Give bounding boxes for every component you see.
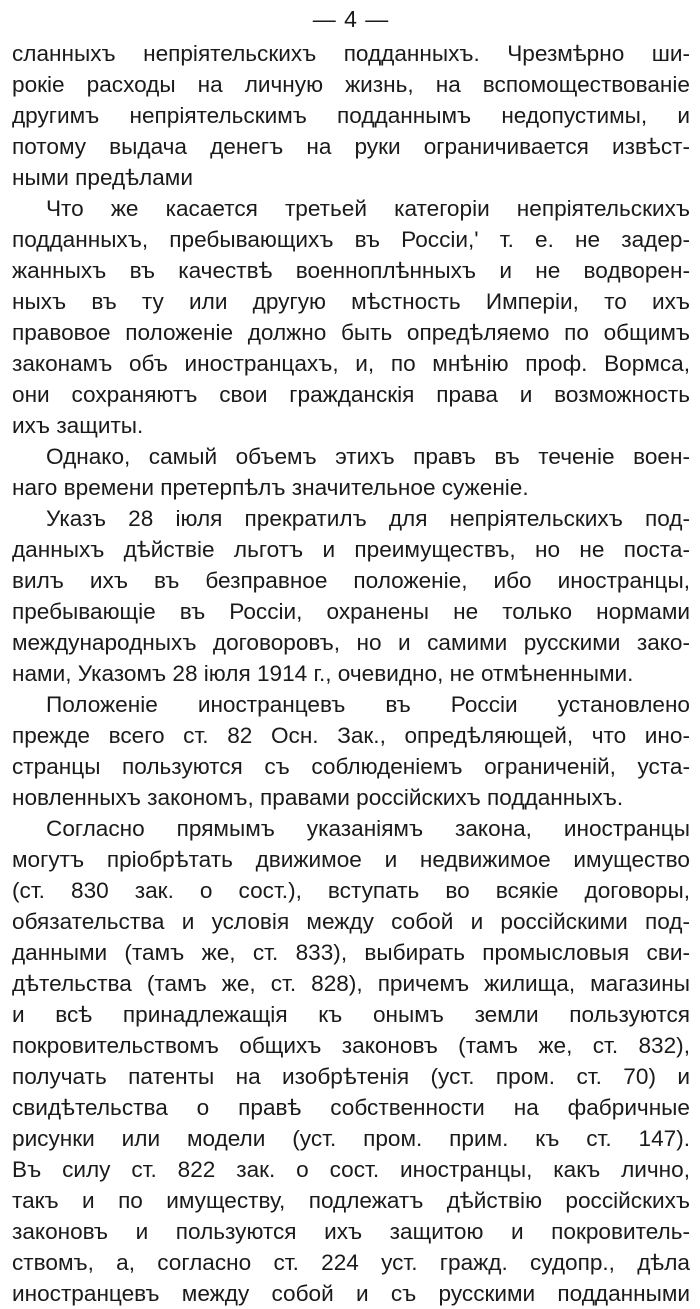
text-line: правовое положеніе должно быть опредѣляемо по общимъ — [12, 320, 690, 345]
text-line: ихъ защиты. — [12, 413, 144, 438]
page-number: — 4 — — [312, 6, 390, 32]
text-line: данными (тамъ же, ст. 833), выбирать промысловыя сви- — [12, 940, 690, 965]
text-line: Указъ 28 іюля прекратилъ для непріятельскихъ под- — [46, 506, 690, 531]
text-line: потому выдача денегъ на руки ограничивается извѣст- — [12, 134, 690, 159]
text-line: Что же касается третьей категоріи непріятельскихъ — [46, 196, 690, 221]
text-line: могутъ пріобрѣтать движимое и недвижимое имущество — [12, 847, 690, 872]
text-line: ныхъ въ ту или другую мѣстность Имперіи, то ихъ — [12, 289, 690, 314]
text-line: странцы пользуются съ соблюденіемъ ограниченій, уста- — [12, 754, 690, 779]
text-line: жанныхъ въ качествѣ военноплѣнныхъ и не водворен- — [12, 258, 690, 283]
text-line: подданныхъ, пребывающихъ въ Россіи,' т. е. не задер- — [12, 227, 690, 252]
text-line: такъ и по имуществу, подлежатъ дѣйствію россійскихъ — [12, 1188, 690, 1213]
text-line: Однако, самый объемъ этихъ правъ въ теченіе воен- — [46, 444, 690, 469]
text-line: наго времени претерпѣлъ значительное суженіе. — [12, 475, 529, 500]
text-line: рисунки или модели (уст. пром. прим. къ ст. 147). — [12, 1126, 690, 1151]
text-line: нами, Указомъ 28 іюля 1914 г., очевидно, не отмѣненными. — [12, 661, 634, 686]
text-line: (ст. 830 зак. о сост.), вступать во всякіе договоры, — [12, 878, 690, 903]
body-text — [12, 38, 690, 1309]
text-line: иностранцевъ между собой и съ русскими подданными — [12, 1281, 690, 1306]
text-line: сланныхъ непріятельскихъ подданныхъ. Чрезмѣрно ши- — [12, 41, 690, 66]
text-line: ными предѣлами — [12, 165, 193, 190]
text-line: они сохраняютъ свои гражданскія права и возможность — [12, 382, 690, 407]
text-line: вилъ ихъ въ безправное положеніе, ибо иностранцы, — [12, 568, 690, 593]
text-line: ствомъ, а, согласно ст. 224 уст. гражд. судопр., дѣла — [12, 1250, 690, 1275]
text-line: законовъ и пользуются ихъ защитою и покровитель- — [12, 1219, 690, 1244]
text-line: законамъ объ иностранцахъ, и, по мнѣнію проф. Вормса, — [12, 351, 690, 376]
text-line: Въ силу ст. 822 зак. о сост. иностранцы, какъ лично, — [12, 1157, 690, 1182]
text-line: обязательства и условія между собой и россійскими под- — [12, 909, 690, 934]
text-line: получать патенты на изобрѣтенія (уст. пром. ст. 70) и — [12, 1064, 690, 1089]
text-line: другимъ непріятельскимъ подданнымъ недопустимы, и — [12, 103, 690, 128]
text-line: новленныхъ закономъ, правами россійскихъ подданныхъ. — [12, 785, 624, 810]
text-line: дѣтельства (тамъ же, ст. 828), причемъ жилища, магазины — [12, 971, 690, 996]
text-line: Положеніе иностранцевъ въ Россіи установлено — [46, 692, 690, 717]
text-line: пребывающіе въ Россіи, охранены не только нормами — [12, 599, 690, 624]
text-line: свидѣтельства о правѣ собственности на фабричные — [12, 1095, 690, 1120]
text-line: покровительствомъ общихъ законовъ (тамъ же, ст. 832), — [12, 1033, 690, 1058]
text-line: данныхъ дѣйствіе льготъ и преимуществъ, но не поста- — [12, 537, 690, 562]
text-line: прежде всего ст. 82 Осн. Зак., опредѣляющей, что ино- — [12, 723, 690, 748]
text-line: и всѣ принадлежащія къ онымъ земли пользуются — [12, 1002, 690, 1027]
text-line: рокіе расходы на личную жизнь, на вспомоществованіе — [12, 72, 690, 97]
text-line: международныхъ договоровъ, но и самими русскими зако- — [12, 630, 690, 655]
text-line: Согласно прямымъ указаніямъ закона, иностранцы — [46, 816, 690, 841]
